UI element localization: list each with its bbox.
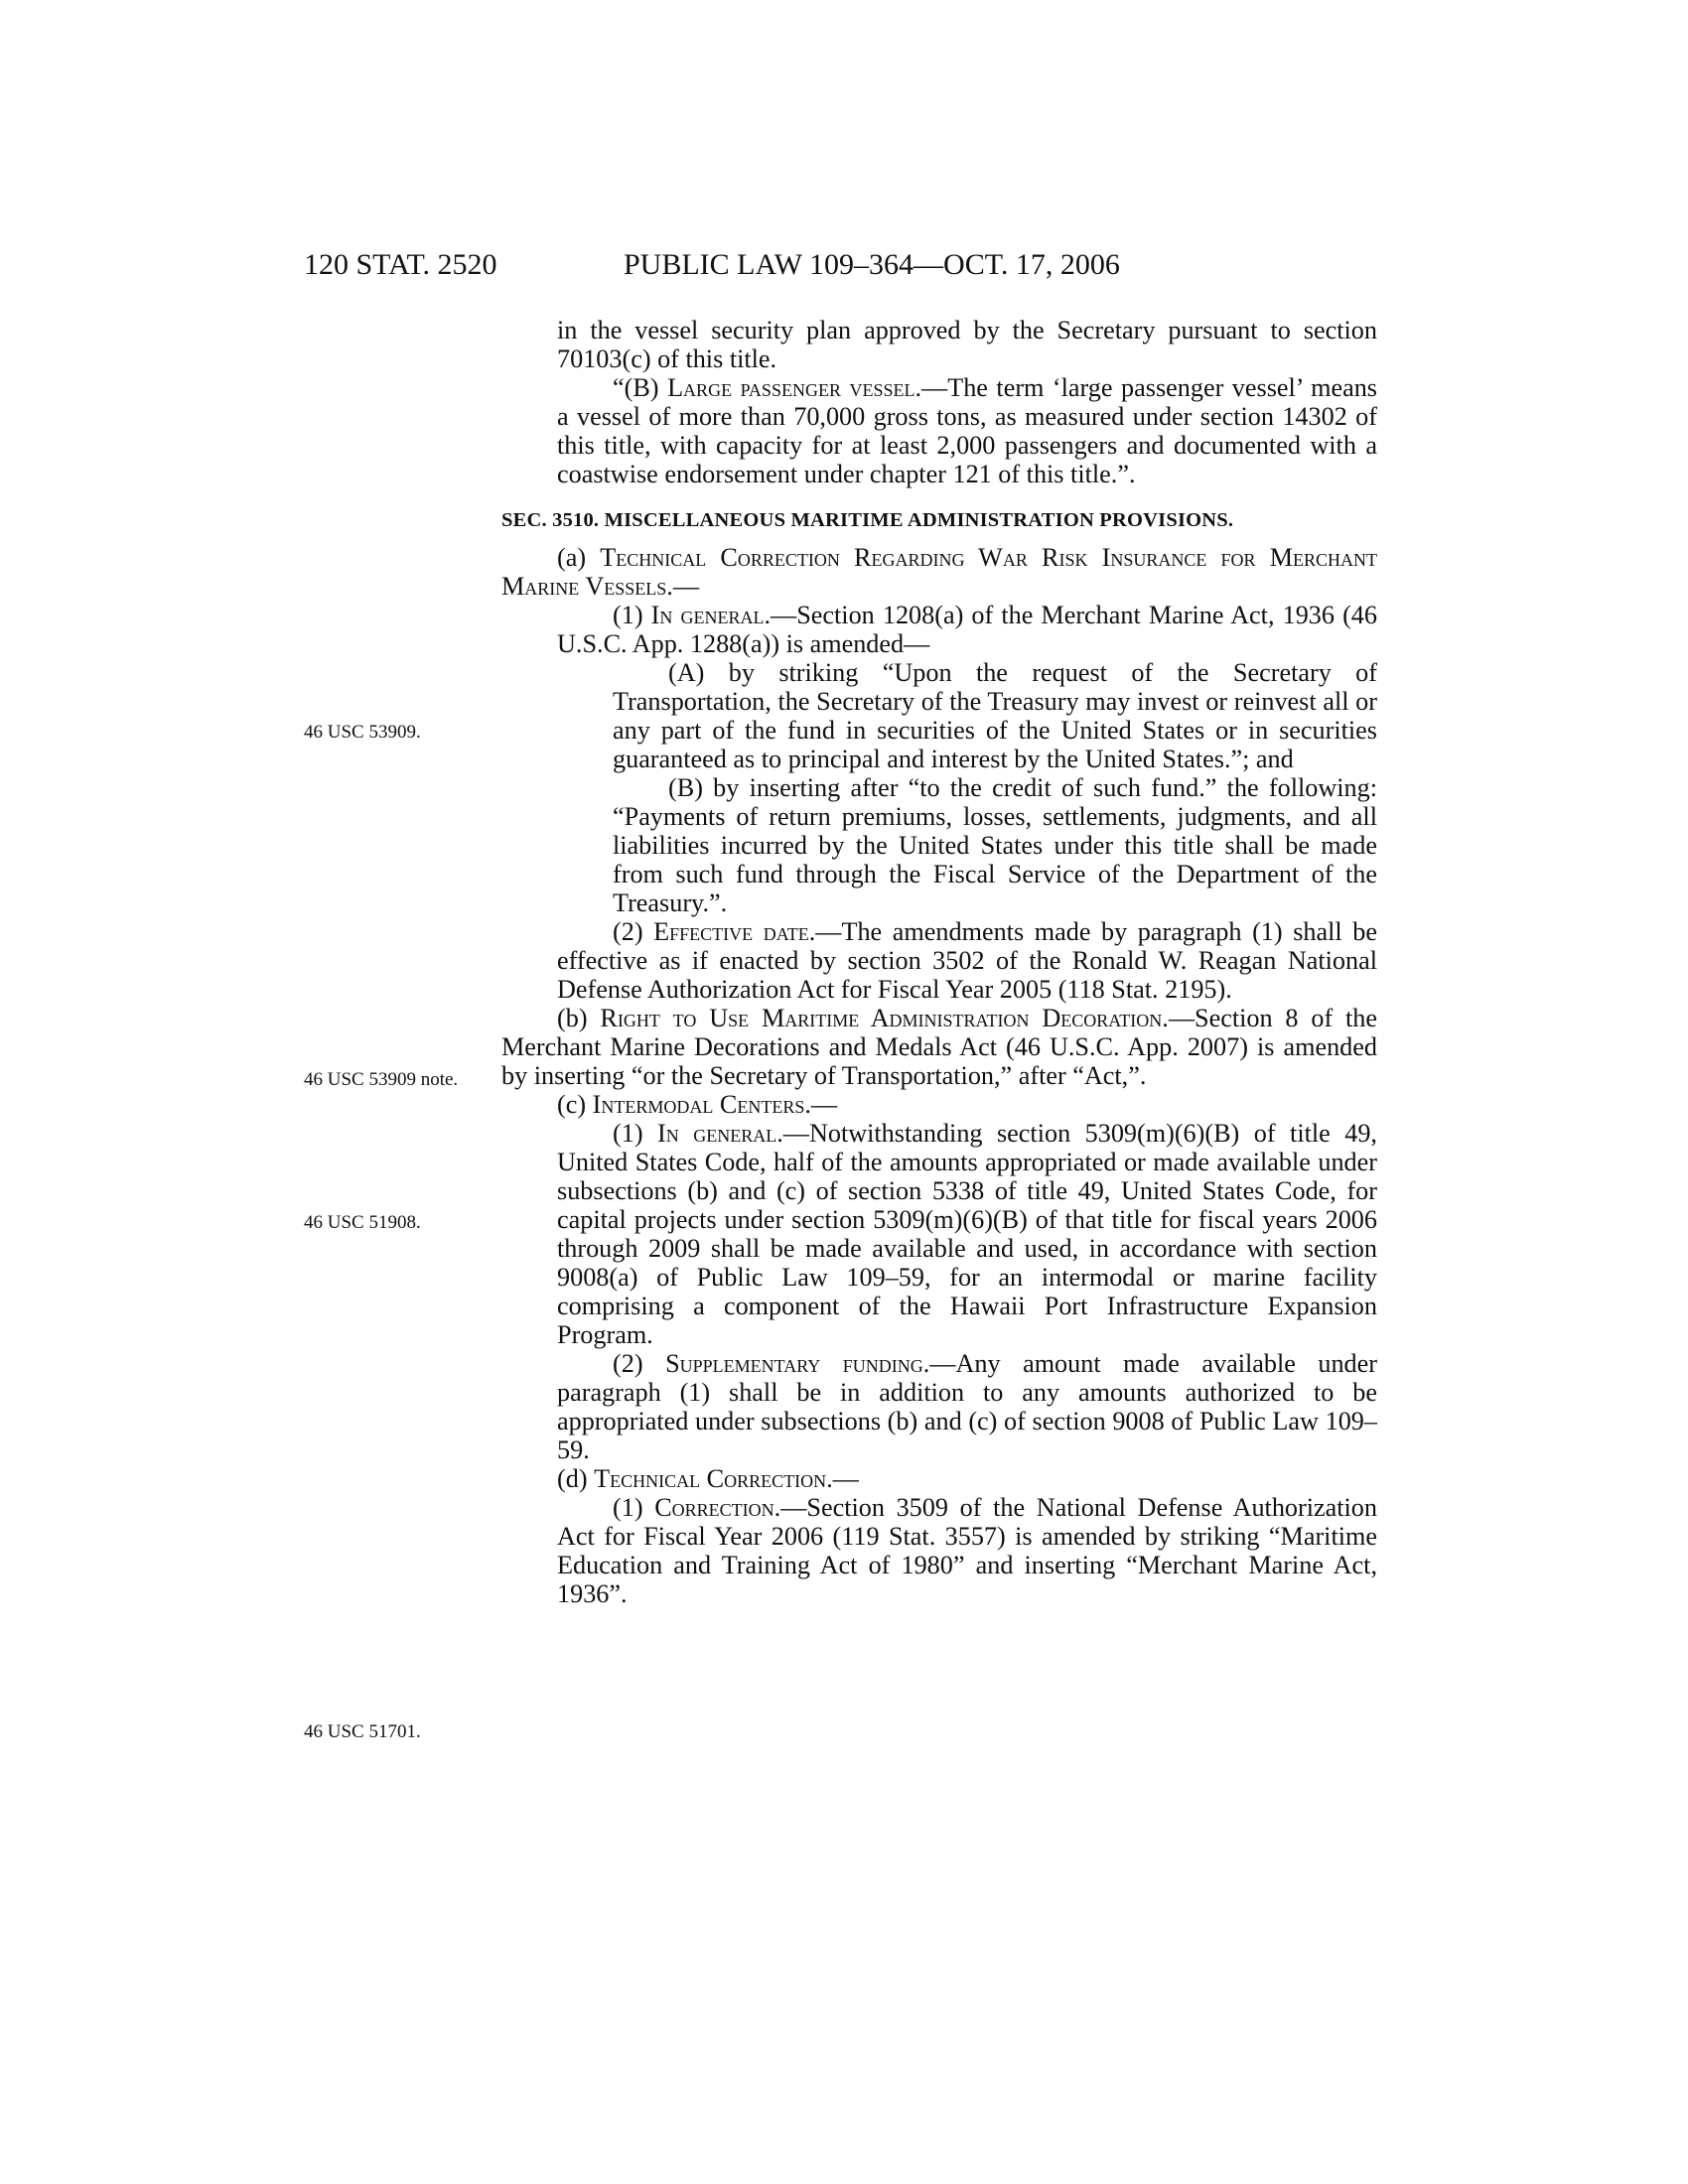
public-law-title: PUBLIC LAW 109–364—OCT. 17, 2006: [624, 248, 1120, 281]
paragraph-a1: (1) In general.—Section 1208(a) of the Merchant Marine Act, 1936 (46 U.S.C. App. 1288(a)) is amended—: [557, 601, 1377, 658]
margin-note-1: 46 USC 53909.: [304, 722, 421, 743]
paragraph-a2: (2) Effective date.—The amendments made by paragraph (1) shall be effective as if enacted by section 3502 of the Ronald W. Reagan National Defense Authorization Act for Fiscal Year 2005 (118 Stat. 2195).: [557, 917, 1377, 1004]
page-header: [0, 248, 1688, 288]
subsection-c: (c) Intermodal Centers.—: [557, 1090, 838, 1119]
subparagraph-a1B: (B) by inserting after “to the credit of such fund.” the following: “Payments of return premiums, losses, settlements, judgments, and all liabilities incurred by the United States under this title shall be made from such fund through the Fiscal Service of the Department of the Treasury.”.: [613, 773, 1377, 917]
subsection-a: (a) Technical Correction Regarding War Risk Insurance for Merchant Marine Vessels.—: [501, 543, 1377, 601]
paragraph-c1: (1) In general.—Notwithstanding section 5309(m)(6)(B) of title 49, United States Code, half of the amounts appropriated or made available under subsections (b) and (c) of section 5338 of title 49, United States Code, for capital projects under section 5309(m)(6)(B) of that title for fiscal years 2006 through 2009 shall be made available and used, in accordance with section 9008(a) of Public Law 109–59, for an intermodal or marine facility comprising a component of the Hawaii Port Infrastructure Expansion Program.: [557, 1119, 1377, 1349]
section-heading: SEC. 3510. MISCELLANEOUS MARITIME ADMINISTRATION PROVISIONS.: [501, 509, 1234, 531]
statute-page-number: 120 STAT. 2520: [304, 248, 497, 281]
margin-note-2: 46 USC 53909 note.: [304, 1069, 459, 1090]
margin-note-4: 46 USC 51701.: [304, 1721, 421, 1742]
subsection-b: (b) Right to Use Maritime Administration Decoration.—Section 8 of the Merchant Marine Decorations and Medals Act (46 U.S.C. App. 2007) is amended by inserting “or the Secretary of Transportation,” after “Act,”.: [501, 1004, 1378, 1090]
statute-body: [501, 316, 1377, 1608]
margin-note-3: 46 USC 51908.: [304, 1212, 421, 1233]
definition-large-passenger-vessel: “(B) Large passenger vessel.—The term ‘large passenger vessel’ means a vessel of more than 70,000 gross tons, as measured under section 14302 of this title, with capacity for at least 2,000 passengers and documented with a coastwise endorsement under chapter 121 of this title.”.: [557, 373, 1377, 488]
continued-paragraph: in the vessel security plan approved by the Secretary pursuant to section 70103(c) of this title.: [557, 316, 1377, 373]
subsection-d: (d) Technical Correction.—: [557, 1464, 859, 1493]
subparagraph-a1A: (A) by striking “Upon the request of the Secretary of Transportation, the Secretary of the Treasury may invest or reinvest all or any part of the fund in securities of the United States or in securities guaranteed as to principal and interest by the United States.”; and: [613, 658, 1377, 773]
paragraph-c2: (2) Supplementary funding.—Any amount made available under paragraph (1) shall be in addition to any amounts authorized to be appropriated under subsections (b) and (c) of section 9008 of Public Law 109–59.: [557, 1349, 1377, 1464]
paragraph-d1: (1) Correction.—Section 3509 of the National Defense Authorization Act for Fiscal Year 2006 (119 Stat. 3557) is amended by striking “Maritime Education and Training Act of 1980” and inserting “Merchant Marine Act, 1936”.: [557, 1493, 1377, 1608]
